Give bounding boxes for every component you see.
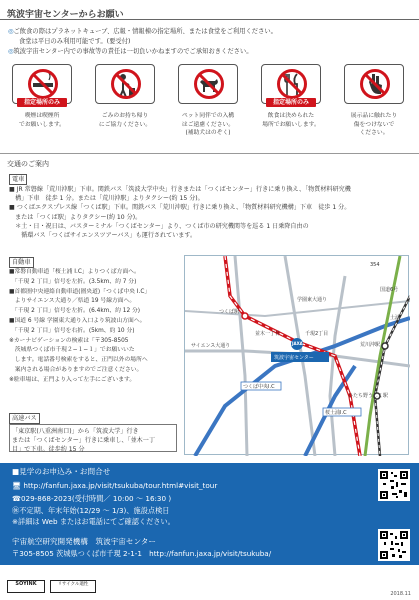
highway-bus-text — [12, 427, 155, 455]
caption-line: ごみのお持ち帰り — [101, 113, 149, 119]
caption-line: 喫煙は喫煙所 — [24, 113, 60, 119]
car-line: ※カーナビゲーションの検索は「〒305-8505 — [9, 337, 129, 344]
qr-code-icon — [379, 470, 409, 500]
icon-card-touching — [344, 64, 404, 138]
no-smoking-icon — [27, 68, 59, 100]
car-line: ■首都圏中央連絡自動車道(圏央道)「つくば中央 I.C」 — [9, 288, 151, 295]
map-label-sengen: 千現2丁目 — [305, 331, 329, 337]
icon-card-eating — [261, 64, 321, 129]
detail-note: ※詳細は Web またはお電話にてご確認ください。 — [12, 517, 175, 526]
no-pets-icon — [193, 68, 225, 100]
train-line: 構」下車 徒歩 1 分。または「荒川沖駅」よりタクシー(約 15 分)。 — [9, 195, 204, 203]
notice-bullet: ◎ — [8, 28, 14, 35]
phone-number[interactable]: ☎029-868-2023(受付時間／ 10:00 ～ 16:30 ) — [12, 494, 172, 503]
train-line: ＊土・日・祝日は、バスターミナル「つくばセンター」より、つくば市の研究機関等を巡る 1 日乗降自由の — [9, 222, 309, 230]
map-label-arakawaoki: 荒川沖駅 — [360, 342, 381, 348]
caption-line: でお願いします。 — [19, 121, 65, 128]
car-line: 「千現 2 丁目」信号を右折。(5km、約 10 分) — [9, 327, 135, 334]
car-line: します。電話番号検索をすると、正門以外の場所へ — [9, 357, 148, 364]
bus-line: 「東京駅(八重洲南口)」から「筑波大学」行き — [12, 428, 139, 435]
caption-line: (補助犬はのぞく) — [185, 130, 231, 136]
car-line: 茨城県つくば市千現２−１−１」でお願いいた — [9, 347, 135, 354]
map-label-tsukuba-chuo-ic: つくば中央I.C — [243, 384, 275, 390]
no-touching-icon — [359, 68, 391, 100]
caption-line: 場所でお願いします。 — [262, 121, 320, 128]
map-label-jaxa: JAXA — [292, 341, 303, 346]
notice-item — [8, 37, 408, 47]
car-line: ■常磐自動車道「桜土浦 I.C」よりつくば方面へ。 — [9, 269, 140, 275]
address-url[interactable]: 〒305-8505 茨城県つくば市千現 2-1-1 http://fanfun.jaxa.jp/visit/tsukuba/ — [12, 549, 272, 558]
caption-line: ペット同伴での入構 — [181, 113, 235, 119]
no-eating-icon — [276, 68, 308, 100]
no-littering-icon — [110, 68, 142, 100]
caption-line: にご協力ください。 — [98, 121, 152, 128]
car-line: 「千現 2 丁目」信号を左折。(6.4km、約 12 分) — [9, 308, 141, 315]
train-line: 循環バス「つくばサイエンスツアーバス」も運行されています。 — [9, 232, 197, 240]
map-label-science-ave: サイエンス大通り — [191, 343, 231, 349]
icon-box — [344, 64, 404, 104]
qr-code-visit[interactable] — [378, 529, 410, 561]
notice-bullet: ◎ — [8, 48, 14, 55]
highway-bus-label: 高速バス — [9, 413, 40, 424]
soy-ink-logo — [7, 580, 45, 593]
bus-line: または「つくばセンター」行きに乗車し、「並木一丁 — [12, 437, 155, 445]
car-text — [9, 268, 150, 386]
map-label-tsuchiura: 土浦 — [390, 315, 401, 321]
section-divider — [0, 153, 419, 154]
map-label-gakuen-higashi: 学園東大通り — [297, 297, 328, 303]
icon-box — [261, 64, 321, 104]
qr-code-icon — [379, 530, 409, 560]
bottom-band — [0, 565, 419, 600]
visit-heading: ■見学のお申込み・お問合せ — [12, 467, 111, 476]
access-title: 交通のご案内 — [7, 160, 49, 168]
train-text — [9, 185, 351, 240]
page-title: 筑波宇宙センターからお願い — [7, 10, 124, 20]
icon-caption — [12, 112, 72, 129]
org-name: 宇宙航空研究開発機構 筑波宇宙センター — [12, 537, 156, 546]
recycle-logo-text: リサイクル適性 — [57, 582, 89, 587]
notice-text: 筑波宇宙センター内での事故等の責任は一切負いかねますのでご承知おきください。 — [13, 48, 253, 55]
car-line: 「千現 2 丁目」信号を左折。(3.5km、約 7 分) — [9, 278, 137, 285]
notice-item — [8, 27, 408, 37]
icon-caption — [344, 112, 404, 138]
map-label-center: 筑波宇宙センター — [274, 355, 314, 361]
map-label-route6: 国道6号 — [380, 287, 399, 293]
train-label: 電車 — [9, 174, 27, 185]
caption-line: はご遠慮ください。 — [181, 121, 235, 128]
car-line: ■国道 6 号線 学園東大通り入口より筑波山方面へ。 — [9, 317, 146, 324]
icon-box — [178, 64, 238, 104]
train-line: または「つくば駅」よりタクシー(約 10 分)。 — [9, 213, 142, 221]
icon-box — [95, 64, 155, 104]
notice-text: ご飲食の際はプラネットキューブ、広報・情報棟の指定場所、または食堂をご利用ください。 — [13, 28, 277, 35]
rules-icon-row — [12, 64, 408, 156]
icon-box — [12, 64, 72, 104]
map-label-sakura-tsuchiura-ic: 桜土浦I.C — [325, 410, 347, 416]
title-divider — [0, 19, 419, 20]
caption-line: 飲食は決められた — [267, 113, 315, 119]
caption-line: ください。 — [359, 130, 389, 136]
icon-caption — [261, 112, 321, 129]
prohibit-badge: 指定場所のみ — [17, 98, 67, 107]
car-line: よりサイエンス大通り／県道 19 号線方面へ。 — [9, 298, 136, 305]
visit-url[interactable]: 🖥 http://fanfun.jaxa.jp/visit/tsukuba/tour.html#visit_tour — [12, 481, 218, 490]
bus-line: 目」で下車。徒歩約 15 分 — [12, 446, 85, 454]
qr-code-tour[interactable] — [378, 469, 410, 501]
caption-line: 展示品に触れたり — [350, 113, 398, 119]
recycle-logo — [50, 580, 96, 593]
soy-ink-logo-text: SOYINK — [15, 581, 37, 587]
notice-list — [8, 27, 408, 57]
car-line: ※駐車場は、正門より入って左手にございます。 — [9, 376, 136, 383]
caption-line: 傷をつけないで — [353, 121, 395, 128]
map-label-hitachino: ひたち野うしく駅 — [348, 393, 389, 399]
train-line: ■ つくばエクスプレス線「つくば駅」下車。関鉄バス「荒川沖駅」行きに乗り換え、「物質材料研究機構」下車 徒歩 1 分。 — [9, 204, 351, 212]
print-date: 2018.11 — [390, 591, 411, 597]
icon-card-smoking — [12, 64, 72, 129]
icon-caption — [95, 112, 155, 129]
prohibit-badge: 指定場所のみ — [266, 98, 316, 107]
notice-text: 食堂は平日のみ利用可能です。(要受付) — [19, 38, 131, 45]
closed-days: ㊡不定期、年末年始(12/29 ～ 1/3)、施設点検日 — [12, 506, 170, 515]
footer-contact — [0, 463, 419, 565]
icon-card-litter — [95, 64, 155, 129]
map-label-tsukuba-station: つくば駅 — [219, 309, 240, 315]
map-label-route354: 354 — [370, 262, 380, 268]
train-line: ■ JR 常磐線「荒川沖駅」下車。関鉄バス「筑波大学中央」行きまたは「つくばセンター」行きに乗り換え、「物質材料研究機 — [9, 186, 351, 193]
car-label: 自動車 — [9, 257, 34, 268]
car-line: 案内される場合がありますのでご注意ください。 — [9, 366, 143, 373]
notice-item — [8, 47, 408, 57]
map-label-namiki: 並木一丁目 — [255, 331, 281, 337]
icon-card-pets — [178, 64, 238, 138]
access-map — [184, 255, 409, 455]
icon-caption — [178, 112, 238, 138]
